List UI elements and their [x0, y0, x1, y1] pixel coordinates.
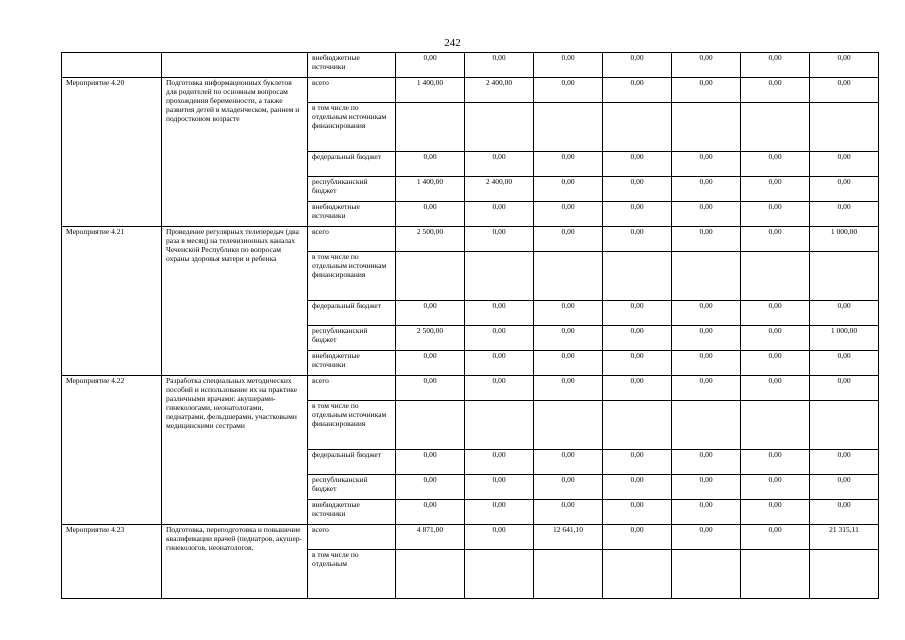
amount-cell: 0,00: [672, 227, 741, 252]
amount-cell: 0,00: [396, 500, 465, 525]
amount-cell: 0,00: [465, 53, 534, 78]
amount-cell: 0,00: [603, 152, 672, 177]
amount-cell: [810, 252, 879, 301]
amount-cell: 0,00: [741, 202, 810, 227]
amount-cell: 0,00: [810, 376, 879, 401]
amount-cell: [396, 103, 465, 152]
amount-cell: 0,00: [810, 450, 879, 475]
amount-cell: 0,00: [810, 351, 879, 376]
amount-cell: 0,00: [534, 301, 603, 326]
amount-cell: 0,00: [810, 152, 879, 177]
activity-cell: Мероприятие 4.22: [62, 376, 162, 525]
amount-cell: 0,00: [810, 500, 879, 525]
amount-cell: [672, 252, 741, 301]
amount-cell: [603, 103, 672, 152]
amount-cell: [465, 252, 534, 301]
amount-cell: 0,00: [534, 351, 603, 376]
amount-cell: 0,00: [672, 376, 741, 401]
funding-source-cell: внебюджетные источники: [308, 202, 396, 227]
amount-cell: 0,00: [465, 202, 534, 227]
description-cell: Подготовка, переподготовка и повышение квалификации врачей (педиатров, акушер-гинекологов, неонатологов,: [162, 525, 308, 599]
amount-cell: 2 500,00: [396, 227, 465, 252]
amount-cell: 2 500,00: [396, 326, 465, 351]
amount-cell: 0,00: [534, 202, 603, 227]
amount-cell: 0,00: [534, 500, 603, 525]
amount-cell: 0,00: [810, 53, 879, 78]
activity-cell: [62, 53, 162, 78]
amount-cell: 0,00: [534, 326, 603, 351]
funding-source-cell: в том числе по отдельным источникам финансирования: [308, 252, 396, 301]
funding-source-cell: внебюджетные источники: [308, 500, 396, 525]
amount-cell: 0,00: [741, 525, 810, 550]
amount-cell: 0,00: [741, 376, 810, 401]
funding-table: [61, 52, 879, 599]
amount-cell: 1 000,00: [810, 326, 879, 351]
funding-source-cell: всего: [308, 227, 396, 252]
amount-cell: 0,00: [534, 53, 603, 78]
amount-cell: 0,00: [741, 177, 810, 202]
amount-cell: 0,00: [810, 78, 879, 103]
amount-cell: 2 400,00: [465, 78, 534, 103]
amount-cell: 0,00: [603, 525, 672, 550]
amount-cell: 0,00: [396, 475, 465, 500]
amount-cell: [396, 401, 465, 450]
amount-cell: [534, 550, 603, 599]
amount-cell: 1 000,00: [810, 227, 879, 252]
amount-cell: [672, 103, 741, 152]
amount-cell: 0,00: [672, 500, 741, 525]
amount-cell: 0,00: [465, 500, 534, 525]
amount-cell: [810, 550, 879, 599]
amount-cell: 21 315,11: [810, 525, 879, 550]
amount-cell: 0,00: [603, 177, 672, 202]
amount-cell: 12 641,10: [534, 525, 603, 550]
table-row: [62, 78, 879, 103]
funding-source-cell: в том числе по отдельным источникам финансирования: [308, 401, 396, 450]
amount-cell: 0,00: [396, 53, 465, 78]
funding-source-cell: внебюджетные источники: [308, 53, 396, 78]
funding-source-cell: федеральный бюджет: [308, 301, 396, 326]
amount-cell: 0,00: [534, 475, 603, 500]
amount-cell: 0,00: [741, 227, 810, 252]
amount-cell: 0,00: [465, 326, 534, 351]
amount-cell: 0,00: [465, 227, 534, 252]
amount-cell: [672, 550, 741, 599]
amount-cell: 0,00: [603, 227, 672, 252]
description-cell: Разработка специальных методических пособий и использование их на практике различными врачами: акушерами-гинекологами, неонатологами, педиатрами, фельдшерами, участковыми медицинскими сестрами: [162, 376, 308, 525]
amount-cell: 0,00: [741, 152, 810, 177]
funding-source-cell: республиканский бюджет: [308, 326, 396, 351]
amount-cell: 0,00: [672, 450, 741, 475]
amount-cell: 0,00: [672, 177, 741, 202]
amount-cell: 0,00: [603, 351, 672, 376]
amount-cell: 0,00: [672, 351, 741, 376]
amount-cell: 0,00: [672, 78, 741, 103]
amount-cell: [534, 252, 603, 301]
funding-source-cell: федеральный бюджет: [308, 450, 396, 475]
funding-source-cell: республиканский бюджет: [308, 177, 396, 202]
amount-cell: 0,00: [396, 301, 465, 326]
amount-cell: 0,00: [465, 376, 534, 401]
amount-cell: 0,00: [672, 202, 741, 227]
activity-cell: Мероприятие 4.23: [62, 525, 162, 599]
amount-cell: 0,00: [465, 525, 534, 550]
funding-source-cell: в том числе по отдельным: [308, 550, 396, 599]
amount-cell: 0,00: [741, 450, 810, 475]
funding-source-cell: в том числе по отдельным источникам финансирования: [308, 103, 396, 152]
description-cell: Проведение регулярных телепередач (два раза в месяц) на телевизионных каналах Чеченской Республики по вопросам охраны здоровья матери и ребенка: [162, 227, 308, 376]
amount-cell: 0,00: [396, 450, 465, 475]
funding-source-cell: всего: [308, 525, 396, 550]
amount-cell: 0,00: [534, 376, 603, 401]
amount-cell: 0,00: [534, 227, 603, 252]
amount-cell: [603, 252, 672, 301]
amount-cell: 0,00: [534, 450, 603, 475]
amount-cell: [810, 401, 879, 450]
amount-cell: 0,00: [672, 525, 741, 550]
table-row: [62, 376, 879, 401]
amount-cell: 2 400,00: [465, 177, 534, 202]
amount-cell: [465, 550, 534, 599]
amount-cell: 0,00: [741, 475, 810, 500]
amount-cell: 0,00: [465, 152, 534, 177]
amount-cell: 0,00: [603, 202, 672, 227]
amount-cell: [534, 103, 603, 152]
amount-cell: [603, 401, 672, 450]
funding-source-cell: всего: [308, 376, 396, 401]
amount-cell: 0,00: [465, 351, 534, 376]
amount-cell: 0,00: [741, 500, 810, 525]
amount-cell: 1 400,00: [396, 177, 465, 202]
funding-source-cell: внебюджетные источники: [308, 351, 396, 376]
amount-cell: 0,00: [672, 475, 741, 500]
amount-cell: 0,00: [810, 475, 879, 500]
amount-cell: 0,00: [741, 53, 810, 78]
amount-cell: 0,00: [672, 326, 741, 351]
amount-cell: 0,00: [810, 301, 879, 326]
amount-cell: 0,00: [603, 78, 672, 103]
amount-cell: 0,00: [534, 177, 603, 202]
amount-cell: 0,00: [396, 202, 465, 227]
activity-cell: Мероприятие 4.20: [62, 78, 162, 227]
amount-cell: 0,00: [810, 202, 879, 227]
amount-cell: [465, 103, 534, 152]
amount-cell: [810, 103, 879, 152]
amount-cell: 0,00: [396, 376, 465, 401]
table-row: [62, 53, 879, 78]
amount-cell: [396, 252, 465, 301]
amount-cell: 1 400,00: [396, 78, 465, 103]
description-cell: [162, 53, 308, 78]
amount-cell: 0,00: [672, 53, 741, 78]
amount-cell: 0,00: [603, 53, 672, 78]
amount-cell: 0,00: [672, 152, 741, 177]
amount-cell: 0,00: [534, 78, 603, 103]
amount-cell: 0,00: [741, 78, 810, 103]
amount-cell: 0,00: [603, 500, 672, 525]
table-row: [62, 525, 879, 550]
amount-cell: 0,00: [810, 177, 879, 202]
amount-cell: [603, 550, 672, 599]
amount-cell: 0,00: [534, 152, 603, 177]
amount-cell: 0,00: [741, 351, 810, 376]
amount-cell: 4 871,00: [396, 525, 465, 550]
page-number: 242: [444, 37, 461, 49]
funding-source-cell: федеральный бюджет: [308, 152, 396, 177]
amount-cell: [741, 252, 810, 301]
amount-cell: 0,00: [396, 351, 465, 376]
amount-cell: [534, 401, 603, 450]
amount-cell: 0,00: [603, 450, 672, 475]
amount-cell: 0,00: [603, 301, 672, 326]
funding-source-cell: республиканский бюджет: [308, 475, 396, 500]
amount-cell: 0,00: [465, 301, 534, 326]
amount-cell: [396, 550, 465, 599]
amount-cell: [741, 550, 810, 599]
amount-cell: [741, 401, 810, 450]
amount-cell: [465, 401, 534, 450]
amount-cell: 0,00: [465, 450, 534, 475]
amount-cell: 0,00: [396, 152, 465, 177]
funding-source-cell: всего: [308, 78, 396, 103]
table-row: [62, 227, 879, 252]
amount-cell: 0,00: [603, 376, 672, 401]
description-cell: Подготовка информационных буклетов для родителей по основным вопросам прохождения беременности, а также развития детей в младенческом, раннем и подростковом возрасте: [162, 78, 308, 227]
activity-cell: Мероприятие 4.21: [62, 227, 162, 376]
amount-cell: 0,00: [741, 326, 810, 351]
amount-cell: 0,00: [603, 326, 672, 351]
amount-cell: 0,00: [741, 301, 810, 326]
amount-cell: [672, 401, 741, 450]
amount-cell: 0,00: [465, 475, 534, 500]
amount-cell: 0,00: [603, 475, 672, 500]
amount-cell: 0,00: [672, 301, 741, 326]
amount-cell: [741, 103, 810, 152]
